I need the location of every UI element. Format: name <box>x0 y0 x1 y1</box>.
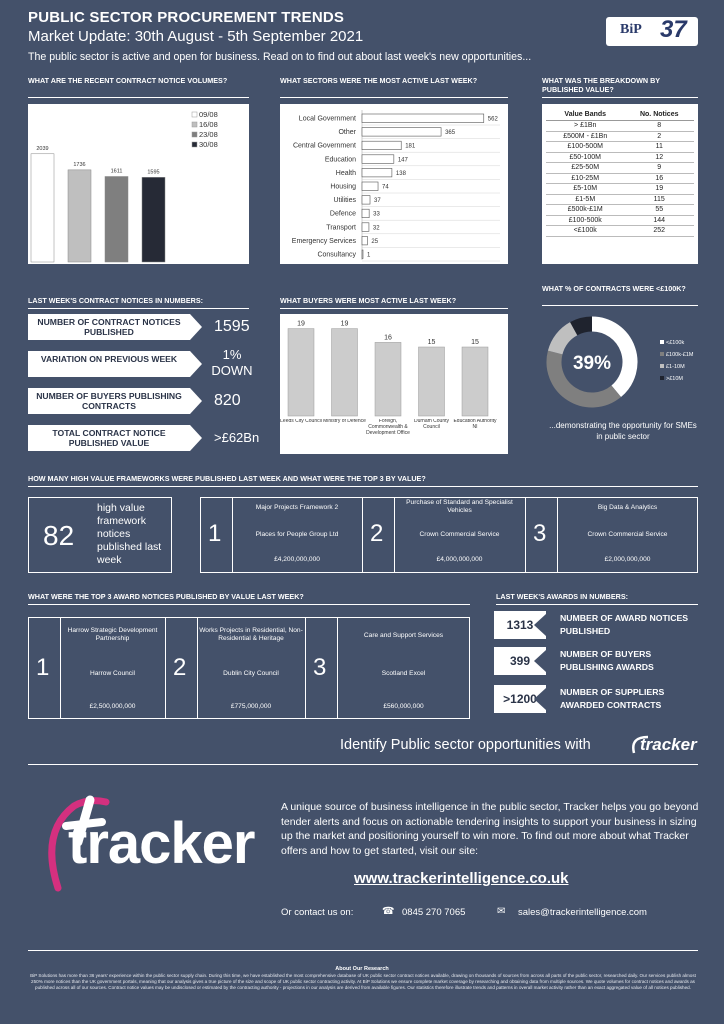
framework-value: £4,000,000,000 <box>436 556 483 563</box>
sector-value: 147 <box>397 157 408 164</box>
award-stat-value: >1200 <box>494 685 546 713</box>
promo-description: A unique source of business intelligence in the public sector, Tracker helps you go beyond tender alerts and focus on actionable tendering insights to support your business in sizing up the market and positioning yourself to win more. To find out more about what Tracker offers and how to get started, visit our site: <box>281 801 699 857</box>
divider <box>28 486 698 487</box>
buyers-title: WHAT BUYERS WERE MOST ACTIVE LAST WEEK? <box>280 296 457 305</box>
buyers-chart-panel <box>280 314 508 454</box>
framework-divider <box>362 497 363 573</box>
volume-bar-label: 2039 <box>36 145 49 152</box>
donut-legend-label: <£100k <box>666 340 685 346</box>
buyer-bar <box>288 329 314 416</box>
buyer-bar <box>419 347 445 416</box>
award-rank-divider <box>197 617 198 719</box>
page-subtitle: Market Update: 30th August - 5th September 2021 <box>28 28 364 45</box>
promo-url[interactable]: www.trackerintelligence.co.uk <box>354 870 569 887</box>
divider <box>28 97 249 98</box>
sector-bar <box>362 196 370 205</box>
buyer-bar-label: 19 <box>297 320 305 328</box>
notice-count-cell: 8 <box>624 121 694 132</box>
sector-bar <box>362 182 378 191</box>
sector-value: 37 <box>374 198 381 205</box>
buyer-category <box>453 419 497 454</box>
value-band-cell: £500M - £1Bn <box>546 131 624 142</box>
buyer-bar-label: 15 <box>471 339 479 346</box>
value-band-row <box>546 152 694 163</box>
promo-headline-text: Identify Public sector opportunities with <box>340 737 591 753</box>
sectors-chart <box>280 104 508 264</box>
framework-buyer: Places for People Group Ltd <box>255 531 339 538</box>
notice-count-cell: 115 <box>624 194 694 205</box>
award-divider <box>305 617 306 719</box>
legend-swatch <box>192 132 197 137</box>
legend-swatch <box>192 122 197 127</box>
award-stat-value: 399 <box>494 647 546 675</box>
buyer-category <box>280 419 323 454</box>
sector-bar <box>362 209 369 218</box>
value-bands-table <box>546 108 694 237</box>
email-address[interactable]: sales@trackerintelligence.com <box>518 907 647 918</box>
bip-logo-text: BiP <box>620 22 642 37</box>
value-bands-panel <box>542 104 698 264</box>
award-stat-value: 1313 <box>494 611 546 639</box>
value-band-row <box>546 194 694 205</box>
arrow-icon <box>190 351 202 377</box>
sector-bar <box>362 250 363 259</box>
stat-variation-label: VARIATION ON PREVIOUS WEEK <box>28 351 190 377</box>
notice-count-cell: 2 <box>624 131 694 142</box>
value-band-row <box>546 142 694 153</box>
frameworks-title: HOW MANY HIGH VALUE FRAMEWORKS WERE PUBLISHED LAST WEEK AND WHAT WERE THE TOP 3 BY VALUE? <box>28 474 426 483</box>
award-rank: 2 <box>173 654 187 681</box>
donut-slice <box>574 324 592 329</box>
bip-logo <box>606 17 698 46</box>
sector-bar <box>362 168 392 177</box>
buyer-bar <box>332 329 358 416</box>
legend-label: 23/08 <box>199 130 218 139</box>
donut-legend-label: £100k-£1M <box>666 352 694 358</box>
award-rank-divider <box>60 617 61 719</box>
volume-bar-label: 1611 <box>110 168 123 175</box>
buyer-category <box>410 419 454 454</box>
volume-bar <box>142 177 165 262</box>
sector-label: Emergency Services <box>291 237 356 245</box>
sector-value: 138 <box>395 170 406 177</box>
notice-count-cell: 9 <box>624 163 694 174</box>
sector-bar <box>362 223 369 232</box>
sector-value: 32 <box>372 225 380 232</box>
sector-value: 74 <box>382 184 389 191</box>
award-stat-label: NUMBER OF SUPPLIERS AWARDED CONTRACTS <box>560 687 665 710</box>
sector-value: 562 <box>487 116 498 123</box>
page-title: PUBLIC SECTOR PROCUREMENT TRENDS <box>28 9 345 26</box>
award-value: £560,000,000 <box>383 703 424 710</box>
stat-variation <box>28 347 253 378</box>
buyer-category-label: Leeds City Council <box>280 419 322 424</box>
buyer-category-label: Education Authority NI <box>453 419 497 430</box>
value-band-row <box>546 226 694 237</box>
framework-value: £4,200,000,000 <box>274 556 320 563</box>
value-band-cell: £100-500M <box>546 142 624 153</box>
percent-caption: ...demonstrating the opportunity for SMEs in public sector <box>549 421 697 441</box>
percent-title: WHAT % OF CONTRACTS WERE <£100K? <box>542 284 686 293</box>
buyer-category <box>366 419 410 454</box>
notice-count-cell: 55 <box>624 205 694 216</box>
value-bands-header: Value Bands <box>546 108 624 121</box>
sector-label: Consultancy <box>317 251 356 259</box>
sector-value: 33 <box>373 211 380 218</box>
award-stat-label: NUMBER OF BUYERS PUBLISHING AWARDS <box>560 649 654 672</box>
tracker-logo-large-text: tracker <box>68 811 255 876</box>
arrow-icon <box>190 314 202 340</box>
sector-label: Defence <box>329 210 356 218</box>
buyer-category-label: Ministry of Defence <box>323 419 366 424</box>
award-title: Works Projects in Residential, Non-Residential & Heritage <box>199 627 303 642</box>
sector-label: Housing <box>330 183 356 191</box>
framework-buyer: Crown Commercial Service <box>587 531 668 538</box>
framework-buyer: Crown Commercial Service <box>419 531 500 538</box>
donut-legend-swatch <box>660 340 664 344</box>
volume-bar <box>68 170 91 262</box>
sector-bar <box>362 236 367 245</box>
legend-label: 16/08 <box>199 120 218 129</box>
promo-headline <box>340 737 591 753</box>
award-stat <box>494 647 698 675</box>
value-band-cell: £25-50M <box>546 163 624 174</box>
value-band-row <box>546 173 694 184</box>
stat-buyers-label: NUMBER OF BUYERS PUBLISHING CONTRACTS <box>28 388 190 414</box>
phone-icon: ☎ <box>382 906 395 917</box>
legend-swatch <box>192 142 197 147</box>
volume-bar-label: 1736 <box>73 161 86 168</box>
buyers-chart <box>280 314 508 454</box>
buyer-category-label: Foreign, Commonwealth & Development Office <box>366 419 410 436</box>
value-band-row <box>546 205 694 216</box>
sectors-title: WHAT SECTORS WERE THE MOST ACTIVE LAST WEEK? <box>280 76 478 85</box>
notice-count-cell: 11 <box>624 142 694 153</box>
stat-total-label: TOTAL CONTRACT NOTICE PUBLISHED VALUE <box>28 425 190 451</box>
sector-value: 1 <box>367 252 371 259</box>
framework-rank-divider <box>232 497 233 573</box>
stat-variation-percent: 1% <box>222 347 242 362</box>
framework-rank-divider <box>394 497 395 573</box>
value-band-cell: £500k-£1M <box>546 205 624 216</box>
value-band-row <box>546 184 694 195</box>
arrow-icon <box>534 614 546 636</box>
value-band-row <box>546 121 694 132</box>
volumes-chart-panel <box>28 104 249 264</box>
stat-variation-direction: DOWN <box>211 363 253 378</box>
tracker-logo-small-text: tracker <box>640 735 697 754</box>
sector-label: Health <box>335 169 356 177</box>
research-title: About Our Research <box>335 966 389 972</box>
donut-legend-swatch <box>660 376 664 380</box>
framework-title: Major Projects Framework 2 <box>255 504 339 511</box>
volumes-chart <box>28 104 249 264</box>
sector-label: Education <box>324 156 356 164</box>
framework-count: 82 <box>43 520 75 551</box>
divider <box>280 308 508 309</box>
notice-count-cell: 19 <box>624 184 694 195</box>
award-buyer: Dublin City Council <box>223 670 279 677</box>
value-band-row <box>546 215 694 226</box>
notice-count-cell: 252 <box>624 226 694 237</box>
award-rank: 1 <box>36 654 50 681</box>
value-band-row <box>546 131 694 142</box>
value-band-cell: £50-100M <box>546 152 624 163</box>
numbers-title: LAST WEEK'S CONTRACT NOTICES IN NUMBERS: <box>28 296 204 305</box>
divider <box>28 764 698 765</box>
arrow-icon <box>190 388 202 414</box>
donut-legend-label: >£10M <box>666 376 683 382</box>
sector-label: Transport <box>326 224 356 232</box>
donut-legend-swatch <box>660 352 664 356</box>
no-notices-header: No. Notices <box>624 108 694 121</box>
legend-swatch <box>192 112 197 117</box>
stat-buyers <box>28 388 252 414</box>
award-numbers-title: LAST WEEK'S AWARDS IN NUMBERS: <box>496 592 629 601</box>
sector-bar <box>362 128 441 137</box>
award-value: £775,000,000 <box>230 703 272 710</box>
donut-legend-swatch <box>660 364 664 368</box>
notice-count-cell: 144 <box>624 215 694 226</box>
stat-published-value: 1595 <box>214 318 250 335</box>
stat-buyers-value: 820 <box>214 392 241 409</box>
framework-rank: 3 <box>533 520 547 547</box>
divider <box>28 950 698 951</box>
percent-donut-panel <box>542 312 698 412</box>
volumes-title: WHAT ARE THE RECENT CONTRACT NOTICE VOLUMES? <box>28 76 228 85</box>
divider <box>28 604 470 605</box>
donut-slice <box>555 329 573 353</box>
value-band-cell: <£100k <box>546 226 624 237</box>
phone-number[interactable]: 0845 270 7065 <box>402 907 466 918</box>
mail-icon: ✉ <box>497 906 506 917</box>
legend-label: 09/08 <box>199 110 218 119</box>
award-title: Care and Support Services <box>363 632 444 639</box>
sectors-chart-panel <box>280 104 508 264</box>
value-band-cell: £100-500k <box>546 215 624 226</box>
tracker-logo-small <box>628 731 700 764</box>
divider <box>542 97 698 98</box>
sector-label: Central Government <box>292 142 356 150</box>
arrow-icon <box>534 688 546 710</box>
buyer-bar-label: 15 <box>427 339 436 346</box>
sector-label: Other <box>338 129 356 137</box>
research-text: BiP Solutions has more than 36 years' experience within the public sector supply chain. During this time, we have established the most comprehensive database of UK public sector contract notices available, drawing on thousands of sources from across all parts of the public sector, researched daily. Our services publish almost 250% more notices than the UK government portals, meaning that our analysis gives a true picture of the size and scope of UK public sector contracting activity. At BiP Solutions we ensure complete market coverage by researching and obtaining data from multiple sources. We quote volumes for contract notices and awards as published across all of our sources. Contract notice values may be undisclosed or estimated by the contracting authority - projections in our analysis are derived from available figures. Our statistics therefore illustrate trends and patterns in overall market activity rather than an exact aggregated value of all notices published. <box>30 973 696 991</box>
award-stat <box>494 611 698 639</box>
stat-variation-value <box>208 347 256 379</box>
stat-total-value: >£62Bn <box>214 430 260 445</box>
value-band-cell: £5-10M <box>546 184 624 195</box>
breakdown-title: WHAT WAS THE BREAKDOWN BY PUBLISHED VALUE? <box>542 76 660 94</box>
notice-count-cell: 16 <box>624 173 694 184</box>
sector-bar <box>362 141 401 150</box>
award-buyer: Scotland Excel <box>381 670 426 677</box>
sector-value: 25 <box>371 238 379 245</box>
value-band-row <box>546 163 694 174</box>
award-stat <box>494 685 698 713</box>
contact-label: Or contact us on: <box>281 907 354 918</box>
award-stat-label: NUMBER OF AWARD NOTICES PUBLISHED <box>560 613 689 636</box>
framework-title: Big Data & Analytics <box>597 504 658 511</box>
framework-rank: 1 <box>208 520 222 547</box>
value-band-cell: £10-25M <box>546 173 624 184</box>
sector-label: Utilities <box>333 197 356 205</box>
stat-published <box>28 314 252 340</box>
framework-count-caption: high value framework notices published last week <box>97 502 162 566</box>
volume-bar <box>31 154 54 262</box>
volume-bar-label: 1595 <box>147 169 160 176</box>
divider <box>496 604 698 605</box>
buyer-category-label: Durham County Council <box>413 419 449 430</box>
value-band-cell: > £1Bn <box>546 121 624 132</box>
page-intro: The public sector is active and open for business. Read on to find out about last week's new opportunities... <box>28 51 532 63</box>
volume-bar <box>105 176 128 262</box>
buyer-bar-label: 16 <box>384 334 392 342</box>
sector-label: Local Government <box>298 115 356 123</box>
framework-divider <box>525 497 526 573</box>
framework-rank: 2 <box>370 520 384 547</box>
award-rank-divider <box>337 617 338 719</box>
sector-value: 365 <box>445 130 456 137</box>
framework-rank-divider <box>557 497 558 573</box>
divider <box>280 97 508 98</box>
donut-center-label: 39% <box>572 353 612 374</box>
award-rank: 3 <box>313 654 327 681</box>
awards-title: WHAT WERE THE TOP 3 AWARD NOTICES PUBLISHED BY VALUE LAST WEEK? <box>28 592 304 601</box>
buyer-bar-label: 19 <box>340 320 349 328</box>
divider <box>28 308 249 309</box>
framework-count-box <box>28 497 172 573</box>
buyer-category <box>323 419 367 454</box>
legend-label: 30/08 <box>199 140 218 149</box>
buyer-bar <box>375 342 401 416</box>
buyer-bar <box>462 347 488 416</box>
sector-bar <box>362 155 394 164</box>
framework-value: £2,000,000,000 <box>604 556 651 563</box>
award-buyer: Harrow Council <box>89 670 136 677</box>
notice-count-cell: 12 <box>624 152 694 163</box>
award-divider <box>165 617 166 719</box>
stat-published-label: NUMBER OF CONTRACT NOTICES PUBLISHED <box>28 314 190 340</box>
donut-legend-label: £1-10M <box>666 364 685 370</box>
stat-total <box>28 425 260 451</box>
sector-bar <box>362 114 484 123</box>
arrow-icon <box>190 425 202 451</box>
value-band-cell: £1-5M <box>546 194 624 205</box>
sector-value: 181 <box>405 143 416 150</box>
tracker-logo-large <box>30 792 265 902</box>
percent-donut <box>542 312 698 412</box>
divider <box>542 305 698 306</box>
arrow-icon <box>534 650 546 672</box>
award-value: £2,500,000,000 <box>89 703 136 710</box>
award-title: Harrow Strategic Development Partnership <box>67 627 158 642</box>
framework-title: Purchase of Standard and Specialist Vehicles <box>406 499 513 514</box>
bip-logo-years: 37 <box>660 16 687 43</box>
